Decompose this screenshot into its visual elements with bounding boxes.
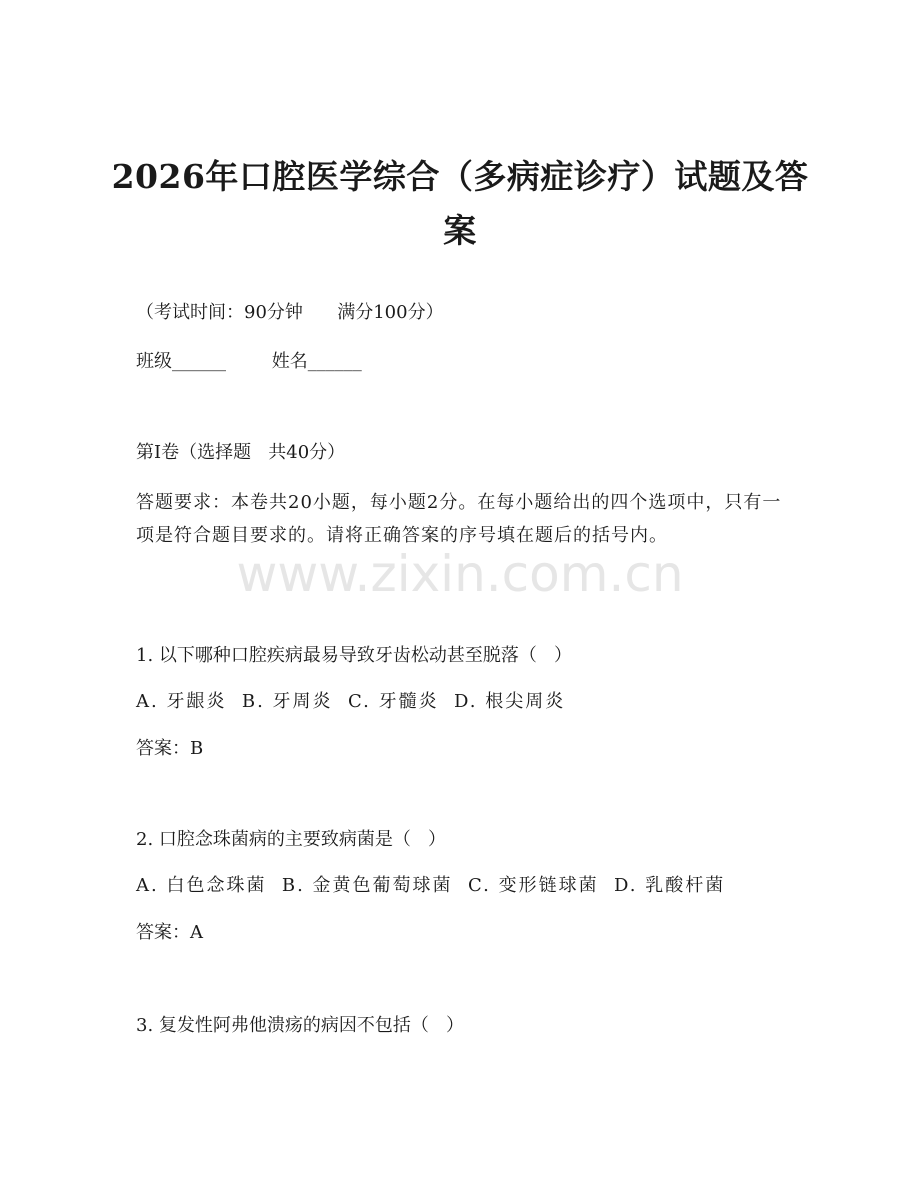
question-2-stem: 2. 口腔念珠菌病的主要致病菌是（ ） (136, 829, 447, 850)
question-1-options: A. 牙龈炎 B. 牙周炎 C. 牙髓炎 D. 根尖周炎 (136, 691, 566, 712)
document-title: 2026年口腔医学综合（多病症诊疗）试题及答案 (111, 157, 809, 250)
question-3-stem: 3. 复发性阿弗他溃疡的病因不包括（ ） (136, 1015, 465, 1036)
section-header: 第Ⅰ卷（选择题 共40分） (136, 442, 346, 463)
exam-info: （考试时间：90分钟 满分100分） (136, 302, 444, 323)
question-2-options: A. 白色念珠菌 B. 金黄色葡萄球菌 C. 变形链球菌 D. 乳酸杆菌 (136, 875, 726, 896)
question-1-stem: 1. 以下哪种口腔疾病最易导致牙齿松动甚至脱落（ ） (136, 645, 573, 666)
class-name-line: 班级______ 姓名______ (136, 351, 362, 372)
question-2-answer: 答案：A (136, 922, 203, 943)
instructions: 答题要求：本卷共20小题，每小题2分。在每小题给出的四个选项中，只有一项是符合题目要求的。请将正确答案的序号填在题后的括号内。 (136, 492, 782, 546)
question-1-answer: 答案：B (136, 738, 204, 759)
watermark: www.zixin.com.cn (236, 545, 684, 603)
